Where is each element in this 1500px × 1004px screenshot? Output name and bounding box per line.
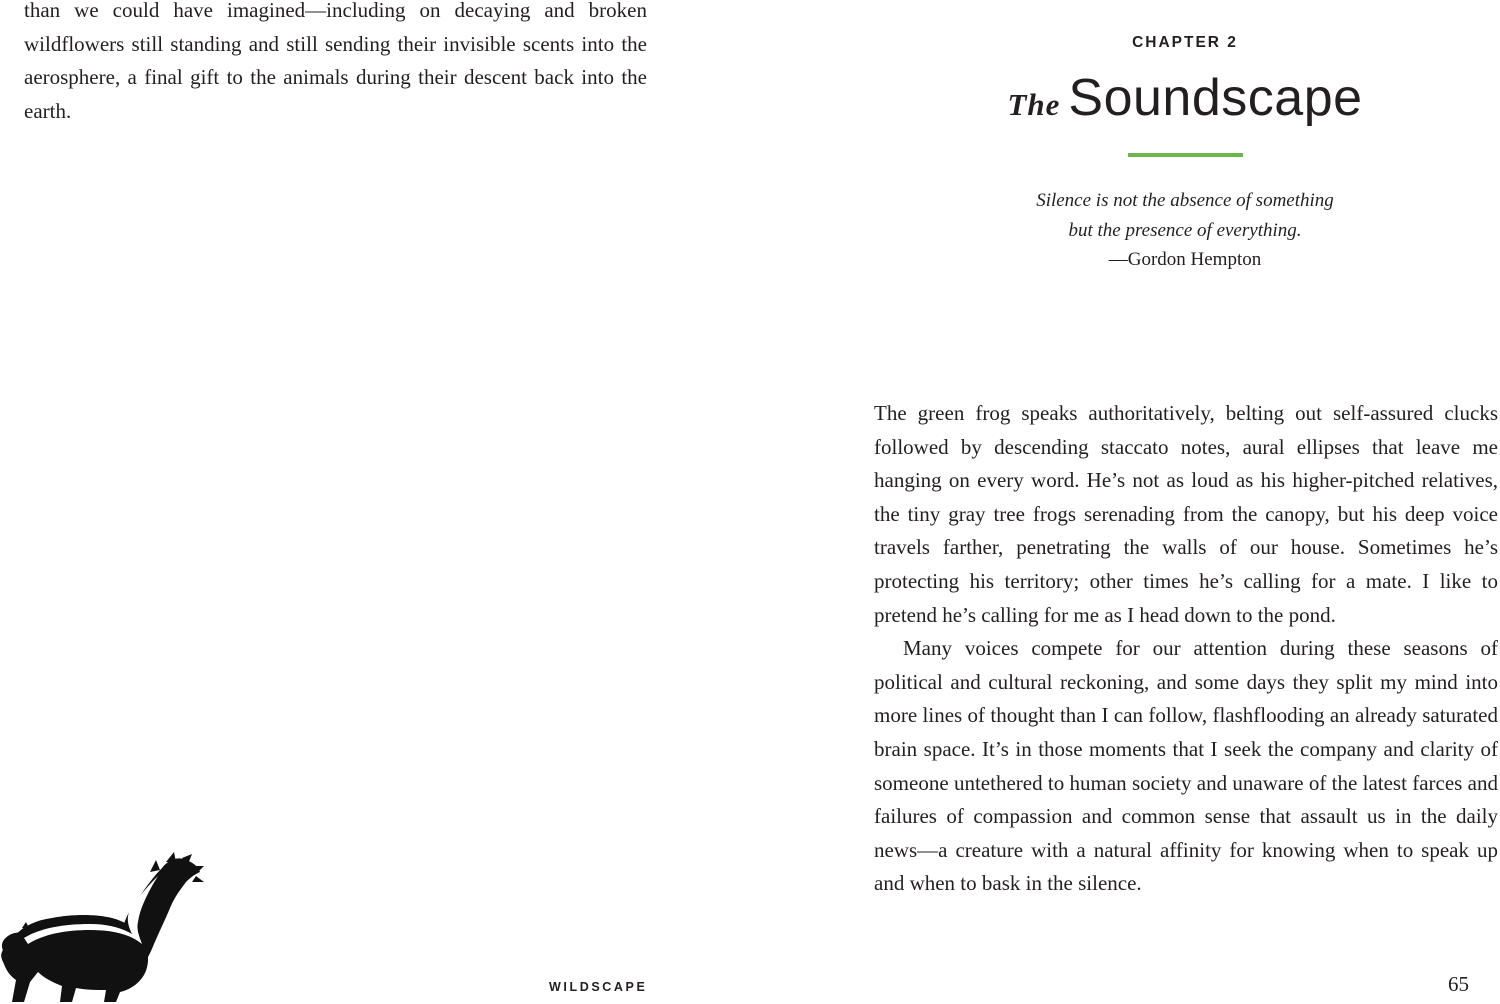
skunk-silhouette-icon [0,852,205,1002]
epigraph-line-1: Silence is not the absence of something [1036,190,1334,211]
chapter-title [760,68,1500,128]
chapter-label: CHAPTER 2 [1132,34,1238,51]
title-divider [1128,153,1243,157]
running-head: WILDSCAPE [549,980,648,994]
epigraph-line-2: but the presence of everything. [1068,219,1302,241]
right-page [760,0,1500,1004]
page-number: 65 [1448,972,1469,996]
body-paragraph-1: The green frog speaks authoritatively, belting out self-assured clucks followed by descending staccato notes, aural ellipses that leave me hanging on every word. He’s not as loud as his higher-pitched relatives, the tiny gray tree frogs serenading from the canopy, but his deep voice travels farther, penetrating the walls of our house. Sometimes he’s protecting his territory; other times he’s calling for a mate. I like to pretend he’s calling for me as I head down to the pond. [874,401,1498,627]
left-page-paragraph: than we could have imagined—including on decaying and broken wildflowers still standing and still sending their invisible scents into the aerosphere, a final gift to the animals during their descent back into the earth. [24,0,647,123]
left-page [0,0,700,1004]
epigraph [760,186,1500,275]
chapter-title-word: Soundscape [1068,69,1363,127]
chapter-title-article: The [1007,87,1061,122]
epigraph-attribution: —Gordon Hempton [1108,249,1262,270]
body-paragraph-2: Many voices compete for our attention during these seasons of political and cultural reckoning, and some days they split my mind into more lines of thought than I can follow, flashflooding an already saturated brain space. It’s in those moments that I seek the company and clarity of someone untethered to human society and unaware of the latest farces and failures of compassion and common sense that assault us in the daily news—a creature with a natural affinity for knowing when to speak up and when to bask in the silence. [874,636,1498,896]
chapter-body [874,397,1498,901]
